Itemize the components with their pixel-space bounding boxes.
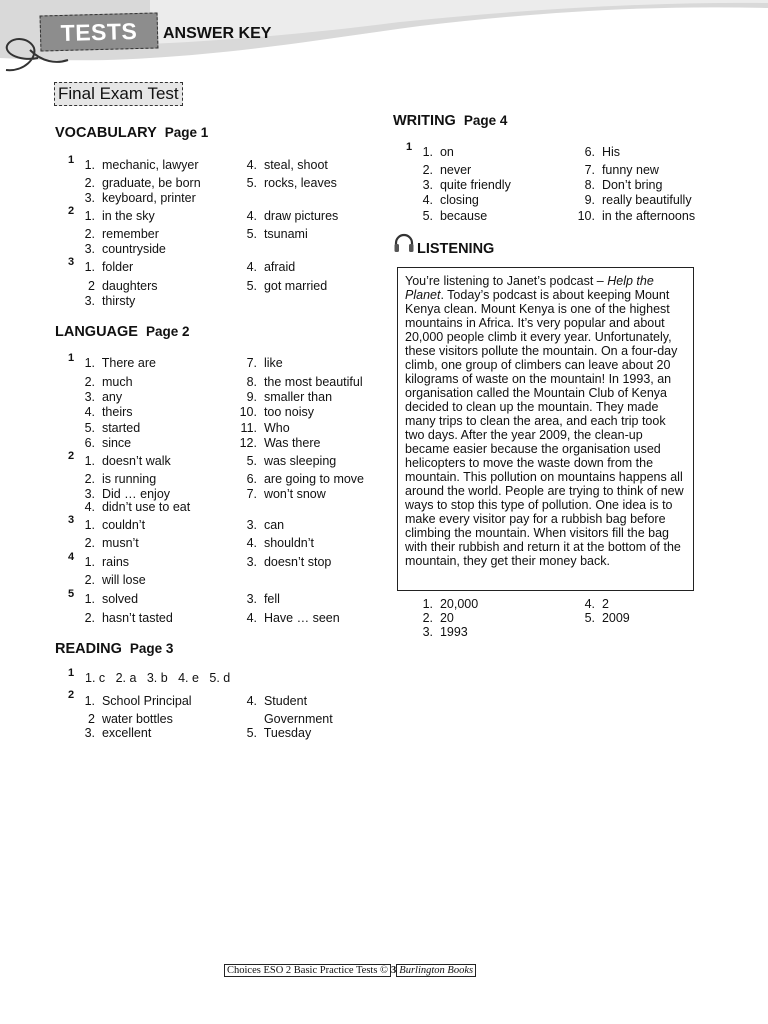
answer-item: 2. remember: [84, 227, 159, 241]
answer-item: 4. closing: [422, 193, 479, 207]
answer-item: 5. rocks, leaves: [246, 176, 337, 190]
lang-ex2-number: 2: [68, 450, 75, 462]
answer-item: 10. too noisy: [239, 405, 314, 419]
lang-ex3-number: 3: [68, 514, 75, 526]
answer-item: 3. any: [84, 390, 123, 404]
vocabulary-heading: VOCABULARY Page 1: [55, 125, 209, 141]
reading-ex1-answers: 1. c 2. a 3. b 4. e 5. d: [85, 671, 231, 685]
answer-item: Government: [263, 712, 333, 726]
answer-item: 2. 20: [422, 611, 454, 625]
answer-item: 11. Who: [240, 421, 290, 435]
answer-item: 5. started: [84, 421, 141, 435]
writing-heading: WRITING Page 4: [393, 113, 508, 129]
answer-item: 6. His: [584, 145, 621, 159]
answer-item: 2. much: [84, 375, 133, 389]
answer-item: 1. doesn’t walk: [84, 454, 171, 468]
answer-item: 1. School Principal: [84, 694, 192, 708]
answer-item: 7. funny new: [584, 163, 659, 177]
answer-item: 1. on: [422, 145, 454, 159]
vocab-ex3-number: 3: [68, 256, 75, 268]
answer-item: 4. Student: [246, 694, 308, 708]
answer-item: 4. 2: [584, 597, 609, 611]
vocab-ex1-number: 1: [68, 154, 75, 166]
listening-heading: LISTENING: [417, 241, 495, 257]
answer-item: 7. like: [246, 356, 283, 370]
answer-item: 12. Was there: [239, 436, 321, 450]
answer-item: 2. musn’t: [84, 536, 139, 550]
answer-item: 8. the most beautiful: [246, 375, 363, 389]
answer-item: 3. quite friendly: [422, 178, 511, 192]
answer-item: 6. are going to move: [246, 472, 365, 486]
answer-item: 4. afraid: [246, 260, 296, 274]
answer-item: 4. draw pictures: [246, 209, 339, 223]
page-title: Final Exam Test: [54, 82, 183, 106]
answer-item: 10. in the afternoons: [577, 209, 696, 223]
answer-item: 1. folder: [84, 260, 134, 274]
lang-ex4-number: 4: [68, 551, 75, 563]
footer-page-number: 3: [391, 965, 397, 976]
answer-item: 1. There are: [84, 356, 156, 370]
answer-item: 5. tsunami: [246, 227, 308, 241]
answer-item: 5. 2009: [584, 611, 630, 625]
answer-item: 3. keyboard, printer: [84, 191, 196, 205]
answer-item: 5. got married: [246, 279, 328, 293]
answer-item: 6. since: [84, 436, 132, 450]
answer-item: 1. solved: [84, 592, 139, 606]
answer-item: 9. really beautifully: [584, 193, 692, 207]
answer-item: 3. can: [246, 518, 285, 532]
answer-item: 4. Have … seen: [246, 611, 340, 625]
vocab-ex2-number: 2: [68, 205, 75, 217]
answer-item: 3. thirsty: [84, 294, 136, 308]
answer-item: 1. mechanic, lawyer: [84, 158, 199, 172]
writing-ex1-number: 1: [406, 141, 413, 153]
language-heading: LANGUAGE Page 2: [55, 324, 190, 340]
listening-transcript: You’re listening to Janet’s podcast – Help the Planet. Today’s podcast is about keeping Mount Kenya clean. Mount Kenya is one of the highest mountains in Africa. It’s very popular and about 20,000 people climb it every year. Unfortunately, these visitors pollute the mountain. On a four-day climb, one group of climbers can leave about 20 kilograms of waste on the mountain! In 1993, an organisation called the Mountain Club of Kenya decided to clean up the mountain. They made many trips to clean the area, and each trip took two days. After the year 2009, the clean-up became easier because the organisation used helicopters to move the waste down from the mountain. This pollution on mountains happens all around the world. People are trying to think of new ways to stop this type of pollution. One idea is to make every visitor pay for a rubbish bag before climbing the mountain. When visitors fill the bag with their rubbish and return it at the bottom of the mountain, they get their money back.: [397, 267, 694, 591]
answer-key-label: ANSWER KEY: [163, 25, 272, 42]
answer-item: 5. was sleeping: [246, 454, 337, 468]
answer-item: 8. Don’t bring: [584, 178, 663, 192]
answer-item: 2 water bottles: [88, 712, 173, 726]
answer-item: 4. steal, shoot: [246, 158, 328, 172]
answer-item: 2. graduate, be born: [84, 176, 201, 190]
answer-item: 9. smaller than: [246, 390, 333, 404]
answer-item: 2. will lose: [84, 573, 146, 587]
reading-ex1-number: 1: [68, 667, 75, 679]
answer-item: 5. Tuesday: [246, 726, 312, 740]
reading-heading: READING Page 3: [55, 641, 174, 657]
footer-left: Choices ESO 2 Basic Practice Tests ©: [224, 964, 391, 977]
headphones-icon: [393, 232, 415, 254]
answer-item: 1. rains: [84, 555, 130, 569]
answer-item: 4. didn’t use to eat: [84, 500, 191, 514]
footer-right: Burlington Books: [396, 964, 476, 977]
answer-item: 1. couldn’t: [84, 518, 146, 532]
answer-item: 3. fell: [246, 592, 280, 606]
answer-item: 2. never: [422, 163, 472, 177]
answer-item: 4. shouldn’t: [246, 536, 314, 550]
tests-label: TESTS: [40, 12, 159, 51]
answer-item: 2 daughters: [88, 279, 158, 293]
answer-item: 3. countryside: [84, 242, 166, 256]
reading-ex2-number: 2: [68, 689, 75, 701]
answer-item: 3. doesn’t stop: [246, 555, 332, 569]
answer-item: 1. 20,000: [422, 597, 479, 611]
answer-item: 3. excellent: [84, 726, 152, 740]
answer-item: 7. won’t snow: [246, 487, 326, 501]
answer-item: 3. 1993: [422, 625, 468, 639]
answer-item: 2. hasn’t tasted: [84, 611, 173, 625]
lang-ex1-number: 1: [68, 352, 75, 364]
answer-item: 4. theirs: [84, 405, 133, 419]
lang-ex5-number: 5: [68, 588, 75, 600]
footer: [224, 965, 476, 976]
answer-item: 1. in the sky: [84, 209, 155, 223]
answer-item: 3. Did … enjoy: [84, 487, 171, 501]
answer-item: 2. is running: [84, 472, 157, 486]
answer-item: 5. because: [422, 209, 488, 223]
